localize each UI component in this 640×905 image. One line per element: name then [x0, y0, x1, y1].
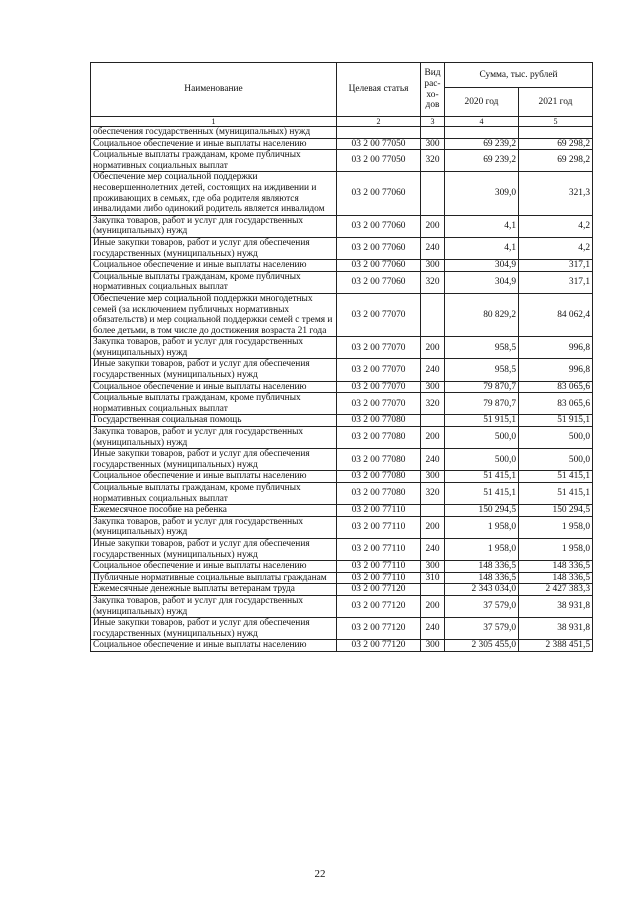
row-target-article: 03 2 00 77120	[337, 618, 421, 640]
table-row	[91, 237, 593, 259]
row-name: Социальное обеспечение и иные выплаты населению	[91, 138, 337, 150]
row-amount-2021: 996,8	[519, 337, 593, 359]
row-expense-kind: 240	[421, 237, 445, 259]
row-amount-2020: 148 336,5	[445, 572, 519, 584]
row-expense-kind	[421, 127, 445, 139]
row-amount-2020: 69 239,2	[445, 138, 519, 150]
table-row	[91, 561, 593, 573]
header-expense-kind: Вид рас-хо-дов	[421, 63, 445, 117]
row-amount-2020: 51 915,1	[445, 415, 519, 427]
row-amount-2021: 2 427 383,3	[519, 584, 593, 596]
row-name: Социальное обеспечение и иные выплаты населению	[91, 561, 337, 573]
table-row	[91, 427, 593, 449]
header-sum: Сумма, тыс. рублей	[445, 63, 593, 88]
row-name: Социальные выплаты гражданам, кроме публичных нормативных социальных выплат	[91, 393, 337, 415]
row-amount-2020: 1 958,0	[445, 538, 519, 560]
row-target-article: 03 2 00 77070	[337, 393, 421, 415]
table-row	[91, 516, 593, 538]
row-expense-kind: 200	[421, 337, 445, 359]
table-body	[91, 127, 593, 652]
row-target-article: 03 2 00 77110	[337, 505, 421, 517]
budget-table	[90, 62, 593, 652]
table-row	[91, 471, 593, 483]
row-amount-2021: 38 931,8	[519, 618, 593, 640]
row-amount-2020: 304,9	[445, 260, 519, 272]
table-row	[91, 271, 593, 293]
row-name: Социальные выплаты гражданам, кроме публичных нормативных социальных выплат	[91, 271, 337, 293]
table-row	[91, 172, 593, 215]
row-target-article: 03 2 00 77120	[337, 584, 421, 596]
row-amount-2021: 150 294,5	[519, 505, 593, 517]
row-name: Социальные выплаты гражданам, кроме публичных нормативных социальных выплат	[91, 150, 337, 172]
row-amount-2020: 958,5	[445, 337, 519, 359]
table-row	[91, 393, 593, 415]
column-index-cell: 3	[421, 117, 445, 127]
row-expense-kind: 300	[421, 260, 445, 272]
row-target-article: 03 2 00 77060	[337, 271, 421, 293]
row-amount-2020: 148 336,5	[445, 561, 519, 573]
row-amount-2020: 958,5	[445, 359, 519, 381]
row-name: Государственная социальная помощь	[91, 415, 337, 427]
row-target-article	[337, 127, 421, 139]
row-amount-2021: 500,0	[519, 449, 593, 471]
row-amount-2021: 51 415,1	[519, 483, 593, 505]
row-amount-2021: 148 336,5	[519, 572, 593, 584]
row-target-article: 03 2 00 77070	[337, 337, 421, 359]
row-amount-2021: 84 062,4	[519, 293, 593, 336]
row-target-article: 03 2 00 77050	[337, 138, 421, 150]
row-amount-2020: 150 294,5	[445, 505, 519, 517]
row-name: Публичные нормативные социальные выплаты гражданам	[91, 572, 337, 584]
row-expense-kind: 240	[421, 449, 445, 471]
row-amount-2020: 51 415,1	[445, 471, 519, 483]
row-name: Социальное обеспечение и иные выплаты населению	[91, 471, 337, 483]
row-amount-2020	[445, 127, 519, 139]
row-amount-2020: 51 415,1	[445, 483, 519, 505]
column-index-row	[91, 117, 593, 127]
row-amount-2021: 2 388 451,5	[519, 640, 593, 652]
row-name: Закупка товаров, работ и услуг для государственных (муниципальных) нужд	[91, 516, 337, 538]
row-target-article: 03 2 00 77110	[337, 516, 421, 538]
row-expense-kind: 320	[421, 483, 445, 505]
table-row	[91, 483, 593, 505]
column-index-cell: 1	[91, 117, 337, 127]
header-year-2021: 2021 год	[519, 88, 593, 117]
row-amount-2020: 37 579,0	[445, 618, 519, 640]
table-row	[91, 584, 593, 596]
row-target-article: 03 2 00 77110	[337, 561, 421, 573]
row-target-article: 03 2 00 77120	[337, 640, 421, 652]
row-target-article: 03 2 00 77060	[337, 260, 421, 272]
row-name: Ежемесячные денежные выплаты ветеранам труда	[91, 584, 337, 596]
row-name: Закупка товаров, работ и услуг для государственных (муниципальных) нужд	[91, 215, 337, 237]
row-name: Социальное обеспечение и иные выплаты населению	[91, 381, 337, 393]
row-amount-2021: 51 415,1	[519, 471, 593, 483]
row-expense-kind: 300	[421, 471, 445, 483]
table-row	[91, 415, 593, 427]
row-amount-2020: 4,1	[445, 237, 519, 259]
row-name: Закупка товаров, работ и услуг для государственных (муниципальных) нужд	[91, 595, 337, 617]
row-amount-2020: 2 305 455,0	[445, 640, 519, 652]
row-amount-2021: 69 298,2	[519, 150, 593, 172]
table-row	[91, 618, 593, 640]
row-name: Ежемесячное пособие на ребенка	[91, 505, 337, 517]
row-amount-2020: 80 829,2	[445, 293, 519, 336]
table-row	[91, 381, 593, 393]
row-name: Иные закупки товаров, работ и услуг для обеспечения государственных (муниципальных) нужд	[91, 618, 337, 640]
page-number: 22	[314, 868, 326, 880]
row-amount-2021: 996,8	[519, 359, 593, 381]
row-target-article: 03 2 00 77080	[337, 471, 421, 483]
row-target-article: 03 2 00 77080	[337, 449, 421, 471]
row-expense-kind: 200	[421, 595, 445, 617]
header-name: Наименование	[91, 63, 337, 117]
row-target-article: 03 2 00 77060	[337, 215, 421, 237]
row-target-article: 03 2 00 77070	[337, 381, 421, 393]
table-row	[91, 150, 593, 172]
row-amount-2021: 83 065,6	[519, 381, 593, 393]
column-index-cell: 5	[519, 117, 593, 127]
row-amount-2021: 1 958,0	[519, 538, 593, 560]
row-amount-2021: 4,2	[519, 215, 593, 237]
row-amount-2020: 79 870,7	[445, 381, 519, 393]
row-target-article: 03 2 00 77080	[337, 415, 421, 427]
row-name: Социальное обеспечение и иные выплаты населению	[91, 260, 337, 272]
row-expense-kind	[421, 415, 445, 427]
row-target-article: 03 2 00 77110	[337, 572, 421, 584]
row-name: Закупка товаров, работ и услуг для государственных (муниципальных) нужд	[91, 427, 337, 449]
table-row	[91, 215, 593, 237]
row-name: Иные закупки товаров, работ и услуг для обеспечения государственных (муниципальных) нужд	[91, 449, 337, 471]
row-amount-2021: 51 915,1	[519, 415, 593, 427]
row-amount-2021	[519, 127, 593, 139]
row-expense-kind: 200	[421, 427, 445, 449]
table-row	[91, 538, 593, 560]
row-amount-2021: 317,1	[519, 271, 593, 293]
row-expense-kind: 200	[421, 215, 445, 237]
row-target-article: 03 2 00 77110	[337, 538, 421, 560]
table-row	[91, 138, 593, 150]
row-target-article: 03 2 00 77070	[337, 293, 421, 336]
row-expense-kind: 300	[421, 561, 445, 573]
row-target-article: 03 2 00 77060	[337, 237, 421, 259]
row-name: Социальные выплаты гражданам, кроме публичных нормативных социальных выплат	[91, 483, 337, 505]
row-expense-kind: 240	[421, 618, 445, 640]
row-expense-kind: 200	[421, 516, 445, 538]
row-amount-2020: 79 870,7	[445, 393, 519, 415]
table-row	[91, 505, 593, 517]
table-row	[91, 640, 593, 652]
row-expense-kind: 320	[421, 271, 445, 293]
row-amount-2020: 69 239,2	[445, 150, 519, 172]
row-expense-kind: 300	[421, 381, 445, 393]
row-expense-kind: 240	[421, 538, 445, 560]
row-amount-2021: 1 958,0	[519, 516, 593, 538]
row-target-article: 03 2 00 77080	[337, 483, 421, 505]
table-row	[91, 337, 593, 359]
table-row	[91, 260, 593, 272]
row-expense-kind	[421, 584, 445, 596]
table-row	[91, 449, 593, 471]
row-name: Иные закупки товаров, работ и услуг для обеспечения государственных (муниципальных) нужд	[91, 237, 337, 259]
row-name: Иные закупки товаров, работ и услуг для обеспечения государственных (муниципальных) нужд	[91, 359, 337, 381]
header-target-article: Целевая статья	[337, 63, 421, 117]
row-name: Иные закупки товаров, работ и услуг для обеспечения государственных (муниципальных) нужд	[91, 538, 337, 560]
row-name: Социальное обеспечение и иные выплаты населению	[91, 640, 337, 652]
table-row	[91, 293, 593, 336]
row-expense-kind: 300	[421, 640, 445, 652]
table-row	[91, 359, 593, 381]
row-target-article: 03 2 00 77060	[337, 172, 421, 215]
row-expense-kind	[421, 293, 445, 336]
row-expense-kind	[421, 172, 445, 215]
row-amount-2020: 4,1	[445, 215, 519, 237]
table-row	[91, 595, 593, 617]
row-amount-2020: 500,0	[445, 449, 519, 471]
column-index-cell: 4	[445, 117, 519, 127]
row-amount-2021: 500,0	[519, 427, 593, 449]
row-amount-2020: 304,9	[445, 271, 519, 293]
row-expense-kind: 310	[421, 572, 445, 584]
row-name: Закупка товаров, работ и услуг для государственных (муниципальных) нужд	[91, 337, 337, 359]
row-name: Обеспечение мер социальной поддержки несовершеннолетних детей, состоящих на иждивении и проживающих в семьях, где оба родителя являются инвалидами либо одинокий родитель является инвалидом	[91, 172, 337, 215]
column-index-cell: 2	[337, 117, 421, 127]
header-year-2020: 2020 год	[445, 88, 519, 117]
row-amount-2021: 83 065,6	[519, 393, 593, 415]
row-amount-2021: 4,2	[519, 237, 593, 259]
row-expense-kind	[421, 505, 445, 517]
row-expense-kind: 240	[421, 359, 445, 381]
row-amount-2020: 37 579,0	[445, 595, 519, 617]
row-amount-2020: 1 958,0	[445, 516, 519, 538]
row-amount-2020: 309,0	[445, 172, 519, 215]
row-amount-2021: 148 336,5	[519, 561, 593, 573]
table-row	[91, 127, 593, 139]
row-amount-2021: 69 298,2	[519, 138, 593, 150]
row-amount-2020: 500,0	[445, 427, 519, 449]
row-expense-kind: 320	[421, 150, 445, 172]
row-name: Обеспечение мер социальной поддержки многодетных семей (за исключением публичных нормативных обязательств) и мер социальной поддержки семей с тремя и более детьми, в том числе до достижения возраста 21 года	[91, 293, 337, 336]
row-target-article: 03 2 00 77080	[337, 427, 421, 449]
row-name: обеспечения государственных (муниципальных) нужд	[91, 127, 337, 139]
row-target-article: 03 2 00 77120	[337, 595, 421, 617]
row-target-article: 03 2 00 77070	[337, 359, 421, 381]
row-amount-2021: 38 931,8	[519, 595, 593, 617]
row-expense-kind: 300	[421, 138, 445, 150]
row-amount-2021: 321,3	[519, 172, 593, 215]
row-target-article: 03 2 00 77050	[337, 150, 421, 172]
row-amount-2021: 317,1	[519, 260, 593, 272]
table-row	[91, 572, 593, 584]
row-expense-kind: 320	[421, 393, 445, 415]
row-amount-2020: 2 343 034,0	[445, 584, 519, 596]
